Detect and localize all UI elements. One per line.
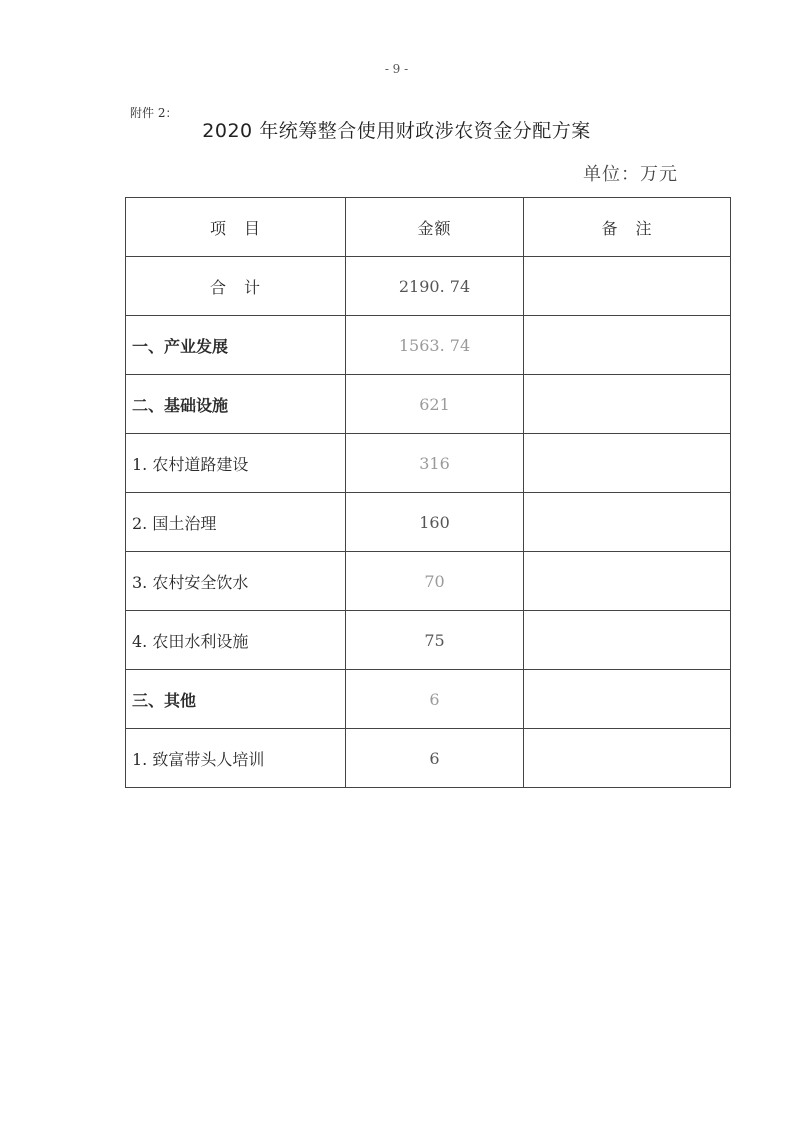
table-row bbox=[126, 493, 731, 552]
table-row bbox=[126, 611, 731, 670]
row-note bbox=[524, 257, 731, 316]
row-amount: 621 bbox=[346, 375, 524, 434]
allocation-table-grid bbox=[125, 197, 731, 788]
row-item: 一、产业发展 bbox=[126, 316, 346, 375]
row-item: 三、其他 bbox=[126, 670, 346, 729]
row-amount: 6 bbox=[346, 729, 524, 788]
row-note bbox=[524, 493, 731, 552]
row-amount: 316 bbox=[346, 434, 524, 493]
row-item: 2. 国土治理 bbox=[126, 493, 346, 552]
row-item: 4. 农田水利设施 bbox=[126, 611, 346, 670]
table-row bbox=[126, 729, 731, 788]
table-row bbox=[126, 257, 731, 316]
table-header-row bbox=[126, 198, 731, 257]
allocation-table bbox=[125, 197, 730, 788]
row-item: 二、基础设施 bbox=[126, 375, 346, 434]
row-amount: 75 bbox=[346, 611, 524, 670]
header-item: 项 目 bbox=[126, 198, 346, 257]
row-note bbox=[524, 316, 731, 375]
row-item: 3. 农村安全饮水 bbox=[126, 552, 346, 611]
row-note bbox=[524, 375, 731, 434]
page-number: - 9 - bbox=[384, 62, 409, 76]
row-item: 合 计 bbox=[126, 257, 346, 316]
table-row bbox=[126, 375, 731, 434]
row-amount: 2190. 74 bbox=[346, 257, 524, 316]
row-item: 1. 农村道路建设 bbox=[126, 434, 346, 493]
row-amount: 1563. 74 bbox=[346, 316, 524, 375]
row-note bbox=[524, 670, 731, 729]
unit-label: 单位：万元 bbox=[583, 164, 678, 185]
row-note bbox=[524, 552, 731, 611]
row-amount: 6 bbox=[346, 670, 524, 729]
table-row bbox=[126, 434, 731, 493]
row-note bbox=[524, 434, 731, 493]
attachment-label: 附件 2： bbox=[130, 106, 178, 120]
document-title: 2020 年统筹整合使用财政涉农资金分配方案 bbox=[202, 120, 591, 142]
table-row bbox=[126, 316, 731, 375]
header-note: 备 注 bbox=[524, 198, 731, 257]
row-amount: 160 bbox=[346, 493, 524, 552]
row-note bbox=[524, 611, 731, 670]
row-amount: 70 bbox=[346, 552, 524, 611]
header-amount: 金额 bbox=[346, 198, 524, 257]
table-row bbox=[126, 552, 731, 611]
row-note bbox=[524, 729, 731, 788]
table-row bbox=[126, 670, 731, 729]
row-item: 1. 致富带头人培训 bbox=[126, 729, 346, 788]
